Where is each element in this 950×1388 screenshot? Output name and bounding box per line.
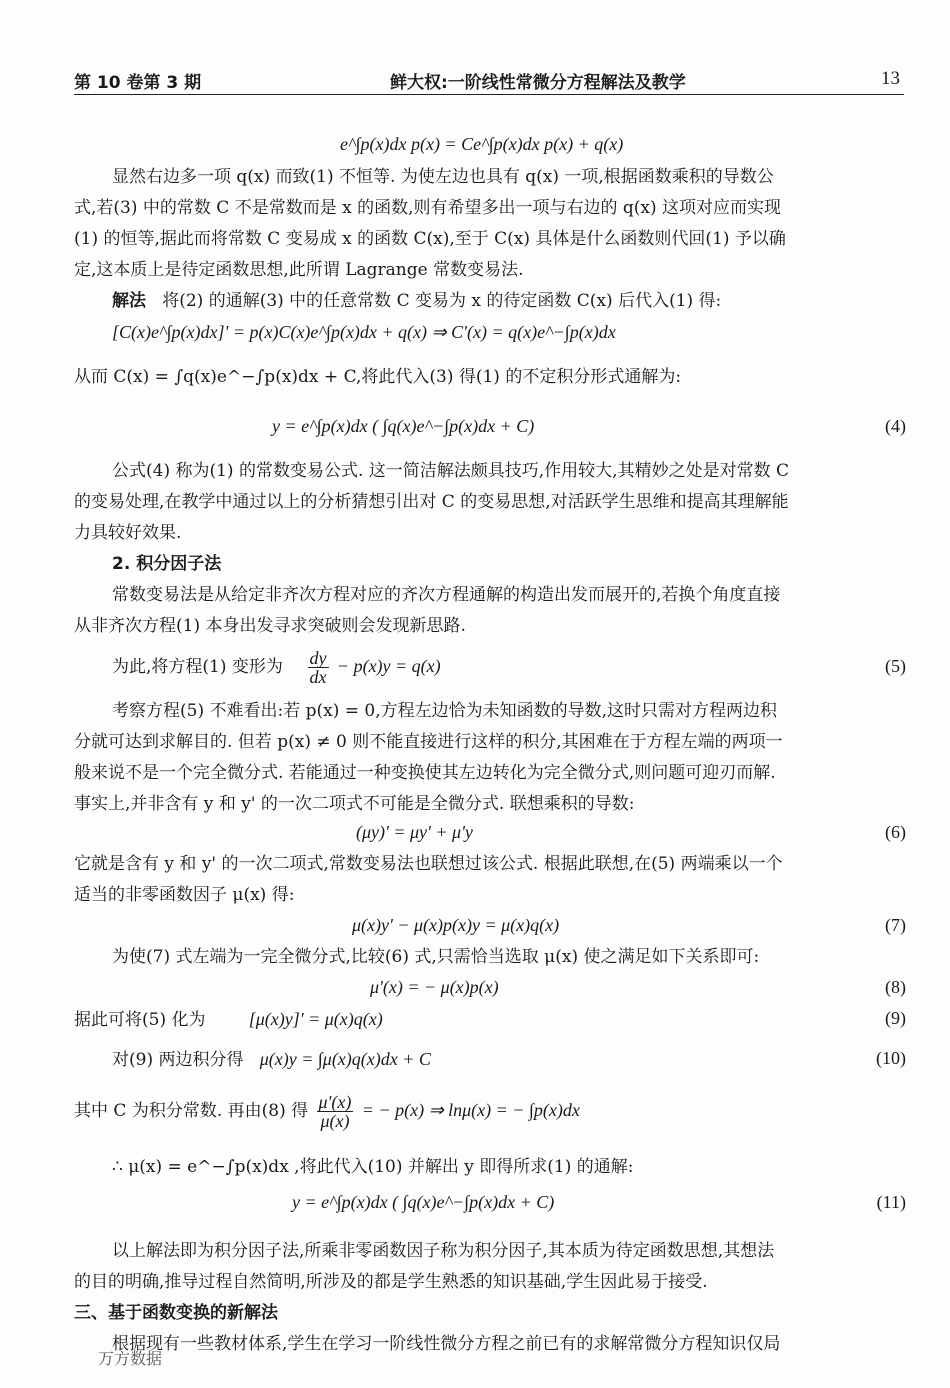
equation-number: (5) — [885, 656, 906, 676]
equation-4: y = e^∫p(x)dx ( ∫q(x)e^−∫p(x)dx + C) — [272, 416, 535, 436]
paragraph-line: 般来说不是一个完全微分式. 若能通过一种变换使其左边转化为完全微分式,则问题可迎刃而解. — [74, 763, 776, 783]
page-number: 13 — [881, 68, 900, 89]
paragraph-line: 力具较好效果. — [74, 523, 182, 543]
paragraph-line: 常数变易法是从给定非齐次方程对应的齐次方程通解的构造出发而展开的,若换个角度直接 — [112, 585, 781, 605]
equation-5-line — [112, 648, 908, 686]
equation-number: (9) — [885, 1008, 906, 1028]
paragraph-line: (1) 的恒等,据此而将常数 C 变易成 x 的函数 C(x),至于 C(x) 具体是什么函数则代回(1) 予以确 — [74, 229, 786, 249]
paragraph-line: 显然右边多一项 q(x) 而致(1) 不恒等. 为使左边也具有 q(x) 一项,根据函数乘积的导数公 — [112, 167, 774, 187]
mu-derivation-line — [74, 1090, 908, 1131]
equation-10-intro: 对(9) 两边积分得 — [112, 1050, 244, 1070]
paragraph-line: 为使(7) 式左端为一完全微分式,比较(6) 式,只需恰当选取 μ(x) 使之满足如下关系即可: — [112, 947, 760, 967]
equation-5-body: − p(x)y = q(x) — [336, 656, 441, 676]
equation-number: (8) — [885, 977, 906, 997]
section-heading: 三、基于函数变换的新解法 — [74, 1303, 278, 1323]
equation-7: μ(x)y' − μ(x)p(x)y = μ(x)q(x) — [352, 915, 560, 935]
fraction-denominator: μ(x) — [320, 1111, 350, 1131]
paragraph-line: 的目的明确,推导过程自然简明,所涉及的都是学生熟悉的知识基础,学生因此易于接受. — [74, 1272, 708, 1292]
paragraph-line: 根据现有一些教材体系,学生在学习一阶线性微分方程之前已有的求解常微分方程知识仅局 — [112, 1334, 781, 1354]
watermark: 万方数据 — [98, 1349, 163, 1368]
equation-11: y = e^∫p(x)dx ( ∫q(x)e^−∫p(x)dx + C) — [292, 1192, 555, 1212]
equation-number: (11) — [876, 1192, 906, 1212]
paragraph-line: 的变易处理,在教学中通过以上的分析猜想引出对 C 的变易思想,对活跃学生思维和提高其理解能 — [74, 492, 789, 512]
equation-number: (6) — [885, 822, 906, 842]
equation-10-line — [112, 1048, 908, 1071]
equation-9-line — [74, 1008, 908, 1031]
paragraph-line: 从非齐次方程(1) 本身出发寻求突破则会发现新思路. — [74, 616, 466, 636]
paragraph-line: 考察方程(5) 不难看出:若 p(x) = 0,方程左边恰为未知函数的导数,这时只需对方程两边积 — [112, 701, 778, 721]
method-line — [112, 290, 908, 312]
fraction-numerator: dy — [309, 648, 327, 668]
derivative-fraction — [308, 649, 329, 686]
issue-info: 第 10 卷第 3 期 — [74, 73, 202, 93]
paragraph-line: 分就可达到求解目的. 但若 p(x) ≠ 0 则不能直接进行这样的积分,其困难在于方程左端的两项一 — [74, 732, 783, 752]
paragraph-line: 适当的非零函数因子 μ(x) 得: — [74, 885, 295, 905]
method-label: 解法 — [112, 291, 146, 311]
equation-6: (μy)' = μy' + μ'y — [356, 822, 473, 842]
mu-fraction — [317, 1093, 354, 1130]
equation-8: μ'(x) = − μ(x)p(x) — [370, 977, 499, 997]
paragraph-line: 它就是含有 y 和 y' 的一次二项式,常数变易法也联想过该公式. 根据此联想,在(5) 两端乘以一个 — [74, 854, 783, 874]
equation-9: [μ(x)y]' = μ(x)q(x) — [248, 1009, 383, 1029]
equation-c-prime: [C(x)e^∫p(x)dx]' = p(x)C(x)e^∫p(x)dx + q(x) ⇒ C'(x) = q(x)e^−∫p(x)dx — [112, 322, 616, 342]
fraction-denominator: dx — [309, 667, 327, 687]
paragraph-line: 公式(4) 称为(1) 的常数变易公式. 这一简洁解法颇具技巧,作用较大,其精妙之处是对常数 C — [112, 461, 789, 481]
paragraph-line: 式,若(3) 中的常数 C 不是常数而是 x 的函数,则有希望多出一项与右边的 q(x) 这项对应而实现 — [74, 198, 782, 218]
equation-top: e^∫p(x)dx p(x) = Ce^∫p(x)dx p(x) + q(x) — [340, 134, 624, 154]
running-header — [74, 66, 904, 95]
mu-derivation-intro: 其中 C 为积分常数. 再由(8) 得 — [74, 1101, 309, 1121]
paragraph-line: 事实上,并非含有 y 和 y' 的一次二项式不可能是全微分式. 联想乘积的导数: — [74, 794, 635, 814]
fraction-numerator: μ'(x) — [318, 1092, 352, 1112]
equation-10: μ(x)y = ∫μ(x)q(x)dx + C — [259, 1049, 431, 1069]
equation-9-intro: 据此可将(5) 化为 — [74, 1010, 206, 1030]
mu-derivation-body: = − p(x) ⇒ lnμ(x) = − ∫p(x)dx — [361, 1100, 580, 1120]
equation-5-intro: 为此,将方程(1) 变形为 — [112, 657, 283, 677]
equation-number: (4) — [885, 416, 906, 436]
paragraph-line: 以上解法即为积分因子法,所乘非零函数因子称为积分因子,其本质为待定函数思想,其想法 — [112, 1241, 775, 1261]
paragraph-line: 从而 C(x) = ∫q(x)e^−∫p(x)dx + C,将此代入(3) 得(1) 的不定积分形式通解为: — [74, 367, 682, 387]
running-title: 鲜大权:一阶线性常微分方程解法及教学 — [390, 73, 686, 93]
paragraph-line: 定,这本质上是待定函数思想,此所谓 Lagrange 常数变易法. — [74, 260, 524, 280]
paragraph-line: ∴ μ(x) = e^−∫p(x)dx ,将此代入(10) 并解出 y 即得所求(1) 的通解: — [112, 1157, 634, 1177]
method-text: 将(2) 的通解(3) 中的任意常数 C 变易为 x 的待定函数 C(x) 后代入(1) 得: — [162, 291, 722, 311]
section-heading: 2. 积分因子法 — [112, 554, 222, 574]
equation-number: (10) — [876, 1048, 906, 1068]
equation-number: (7) — [885, 915, 906, 935]
